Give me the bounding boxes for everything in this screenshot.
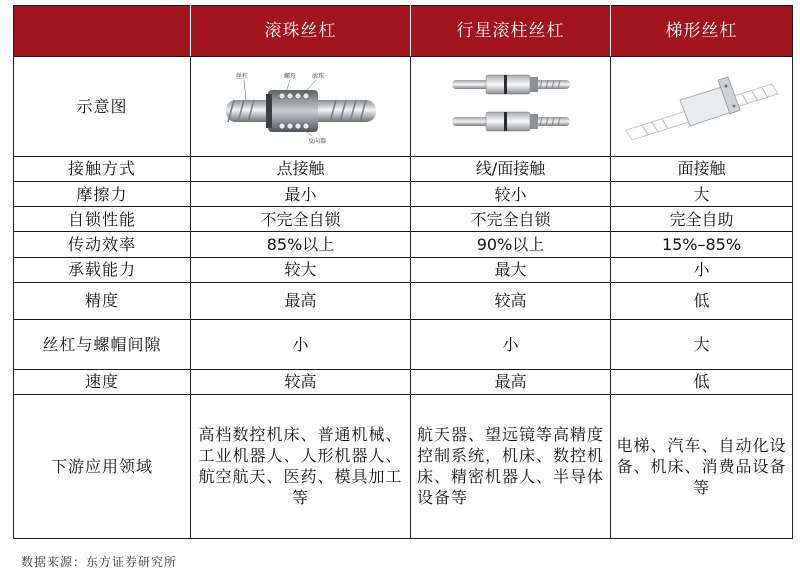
ball-screw-image: [191, 57, 411, 157]
table-row: [14, 369, 793, 394]
cell-value: 较高: [411, 282, 611, 319]
table-row: [14, 232, 793, 257]
planetary-roller-screw-image: [411, 57, 611, 157]
table-row: [14, 156, 793, 181]
table-row: [14, 282, 793, 319]
cell-value: 不完全自锁: [411, 207, 611, 232]
trapezoidal-screw-illustration: [622, 66, 782, 146]
cell-value: 低: [611, 369, 793, 394]
header-trapezoidal-screw: 梯形丝杠: [611, 6, 793, 57]
table-row: [14, 182, 793, 207]
label-ball: 滚珠: [311, 73, 324, 81]
cell-value: 85%以上: [191, 232, 411, 257]
usage-label: 下游应用领域: [14, 394, 191, 538]
cell-value: 最大: [411, 257, 611, 282]
comparison-table: [13, 5, 793, 539]
row-label: 丝杠与螺帽间隙: [14, 320, 191, 369]
cell-value: 最高: [191, 282, 411, 319]
row-label: 精度: [14, 282, 191, 319]
cell-value: 较小: [411, 182, 611, 207]
cell-value: 低: [611, 282, 793, 319]
cell-value: 不完全自锁: [191, 207, 411, 232]
header-ball-screw: 滚珠丝杠: [191, 6, 411, 57]
table-row: [14, 320, 793, 369]
usage-ball-screw: 高档数控机床、普通机械、工业机器人、人形机器人、航空航天、医药、模具加工等: [191, 394, 411, 538]
usage-row: [14, 394, 793, 538]
cell-value: 较高: [191, 369, 411, 394]
trapezoidal-screw-image: [611, 57, 793, 157]
row-label: 传动效率: [14, 232, 191, 257]
row-label: 速度: [14, 369, 191, 394]
label-nut: 螺母: [283, 73, 296, 81]
row-label: 承载能力: [14, 257, 191, 282]
cell-value: 小: [191, 320, 411, 369]
label-screw: 丝杠: [235, 73, 248, 81]
cell-value: 较大: [191, 257, 411, 282]
data-source-note: 数据来源：东方证券研究所: [21, 555, 178, 569]
header-row: [14, 6, 793, 57]
table-row: [14, 207, 793, 232]
header-planetary-roller-screw: 行星滚柱丝杠: [411, 6, 611, 57]
schematic-label: 示意图: [14, 57, 191, 157]
header-corner: [14, 6, 191, 57]
cell-value: 点接触: [191, 156, 411, 181]
table-row: [14, 257, 793, 282]
cell-value: 90%以上: [411, 232, 611, 257]
label-return: 反向器: [307, 138, 326, 146]
cell-value: 线/面接触: [411, 156, 611, 181]
row-label: 自锁性能: [14, 207, 191, 232]
cell-value: 面接触: [611, 156, 793, 181]
cell-value: 最小: [191, 182, 411, 207]
cell-value: 大: [611, 182, 793, 207]
row-label: 摩擦力: [14, 182, 191, 207]
cell-value: 完全自助: [611, 207, 793, 232]
usage-trapezoidal-screw: 电梯、汽车、自动化设备、机床、消费品设备等: [611, 394, 793, 538]
ball-screw-illustration: [216, 66, 386, 146]
cell-value: 最高: [411, 369, 611, 394]
cell-value: 15%–85%: [611, 232, 793, 257]
cell-value: 大: [611, 320, 793, 369]
cell-value: 小: [411, 320, 611, 369]
planetary-roller-screw-illustration: [446, 66, 576, 146]
schematic-row: [14, 57, 793, 157]
usage-planetary-roller-screw: 航天器、望远镜等高精度控制系统，机床、数控机床、精密机器人、半导体设备等: [411, 394, 611, 538]
row-label: 接触方式: [14, 156, 191, 181]
cell-value: 小: [611, 257, 793, 282]
